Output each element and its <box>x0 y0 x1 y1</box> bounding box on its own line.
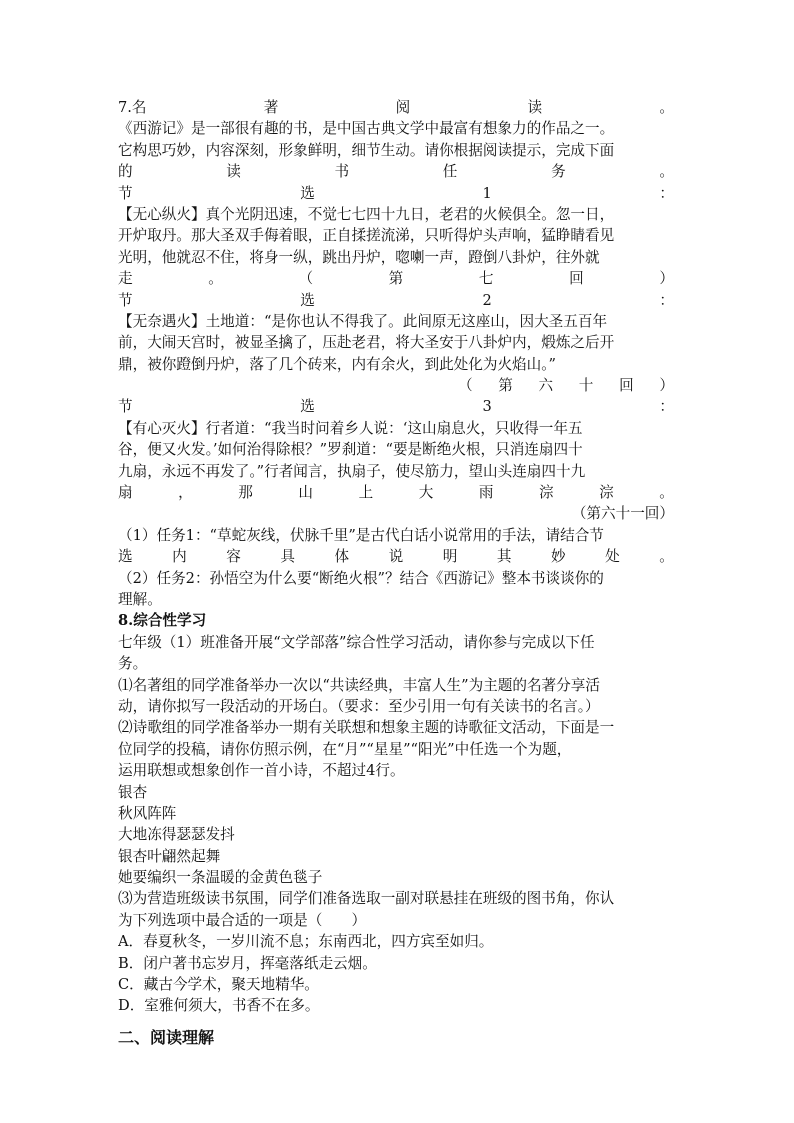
q8-sub2-line: 位同学的投稿，请你仿照示例，在“月”“星星”“阳光”中任选一个为题， <box>118 740 572 758</box>
q8-sub3-line: 为下列选项中最合适的一项是（ ） <box>118 911 367 929</box>
excerpt-2-line: 前，大闹天宫时，被显圣擒了，压赴老君，将大圣安于八卦炉内，煅炼之后开 <box>118 334 615 352</box>
q8-intro-line: 七年级（1）班准备开展“文学部落”综合性学习活动，请你参与完成以下任 <box>118 633 595 651</box>
option-a: A．春夏秋冬，一岁川流不息；东南西北，四方宾至如归。 <box>118 933 494 951</box>
excerpt-3-line: 谷，便又火发。’如何治得除根？”罗刹道：“要是断绝火根，只消连扇四十 <box>118 441 583 459</box>
option-c: C．藏古今学术，聚天地精华。 <box>118 976 319 994</box>
q8-intro-line: 务。 <box>118 655 148 673</box>
poem-line: 大地冻得瑟瑟发抖 <box>118 826 235 844</box>
document-page <box>118 97 674 1048</box>
q7-intro-line: 它构思巧妙，内容深刻，形象鲜明，细节生动。请你根据阅读提示，完成下面 <box>118 141 615 159</box>
q8-sub2-line: ⑵诗歌组的同学准备举办一期有关联想和想象主题的诗歌征文活动，下面是一 <box>118 719 615 737</box>
excerpt-3-line: 【有心灭火】行者道：“我当时问着乡人说：‘这山扇息火，只收得一年五 <box>118 419 583 437</box>
q8-sub2-line: 运用联想或想象创作一首小诗，不超过4行。 <box>118 762 405 780</box>
poem-line: 秋风阵阵 <box>118 804 177 822</box>
q7-intro-last-line: 的 读 书 任 务 。 <box>118 163 674 181</box>
excerpt-3-label: 节 选 3 ： <box>118 398 674 416</box>
excerpt-1-line: 【无心纵火】真个光阴迅速，不觉七七四十九日，老君的火候俱全。忽一日， <box>118 205 615 223</box>
q8-sub1-line: 动，请你拟写一段活动的开场白。（要求：至少引用一句有关读书的名言。） <box>118 697 600 715</box>
poem-line: 银杏叶翩然起舞 <box>118 847 221 865</box>
q8-heading: 8.综合性学习 <box>118 612 207 630</box>
task-1-line: （1）任务1：“草蛇灰线，伏脉千里”是古代白话小说常用的手法，请结合节 <box>118 526 604 544</box>
excerpt-3-chapter: （第六十一回） <box>571 505 674 523</box>
excerpt-1-line: 光明，他就忍不住，将身一纵，跳出丹炉，唿喇一声，蹬倒八卦炉，往外就 <box>118 248 600 266</box>
poem-title: 银杏 <box>118 783 148 801</box>
excerpt-1-tail: 走 。 （ 第 七 回 ） <box>118 270 674 288</box>
option-d: D．室雅何须大，书香不在多。 <box>118 997 320 1015</box>
section-2-heading: 二、阅读理解 <box>118 1027 215 1047</box>
option-b: B．闭户著书忘岁月，挥毫落纸走云烟。 <box>118 954 377 972</box>
excerpt-2-line: 鼎，被你蹬倒丹炉，落了几个砖来，内有余火，到此处化为火焰山。” <box>118 355 556 373</box>
q8-sub1-line: ⑴名著组的同学准备举办一次以“共读经典，丰富人生”为主题的名著分享活 <box>118 676 600 694</box>
excerpt-2-label: 节 选 2 ： <box>118 291 674 309</box>
excerpt-1-label: 节 选 1 ： <box>118 184 674 202</box>
task-2-line: （2）任务2：孙悟空为什么要“断绝火根”？结合《西游记》整本书谈谈你的 <box>118 569 604 587</box>
excerpt-3-line: 九扇，永远不再发了。”行者闻言，执扇子，使尽筋力，望山头连扇四十九 <box>118 462 586 480</box>
q7-intro-line: 《西游记》是一部很有趣的书，是中国古典文学中最富有想象力的作品之一。 <box>118 120 615 138</box>
task-1-line-2: 选 内 容 具 体 说 明 其 妙 处 。 <box>118 548 674 566</box>
excerpt-2-line: 【无奈遇火】土地道：“是你也认不得我了。此间原无这座山，因大圣五百年 <box>118 312 608 330</box>
excerpt-3-tail: 扇 ， 那 山 上 大 雨 淙 淙 。 <box>118 484 674 502</box>
q7-heading: 7.名 著 阅 读 。 <box>118 99 674 116</box>
q8-sub3-line: ⑶为营造班级读书氛围，同学们准备选取一副对联悬挂在班级的图书角，你认 <box>118 890 615 908</box>
excerpt-1-line: 开炉取丹。那大圣双手侮着眼，正自揉搓流涕，只听得炉头声响，猛睁睛看见 <box>118 227 615 245</box>
excerpt-2-tail: （ 第 六 十 回 ） <box>458 377 674 395</box>
task-2-line: 理解。 <box>118 590 162 608</box>
poem-line: 她要编织一条温暖的金黄色毯子 <box>118 869 323 887</box>
